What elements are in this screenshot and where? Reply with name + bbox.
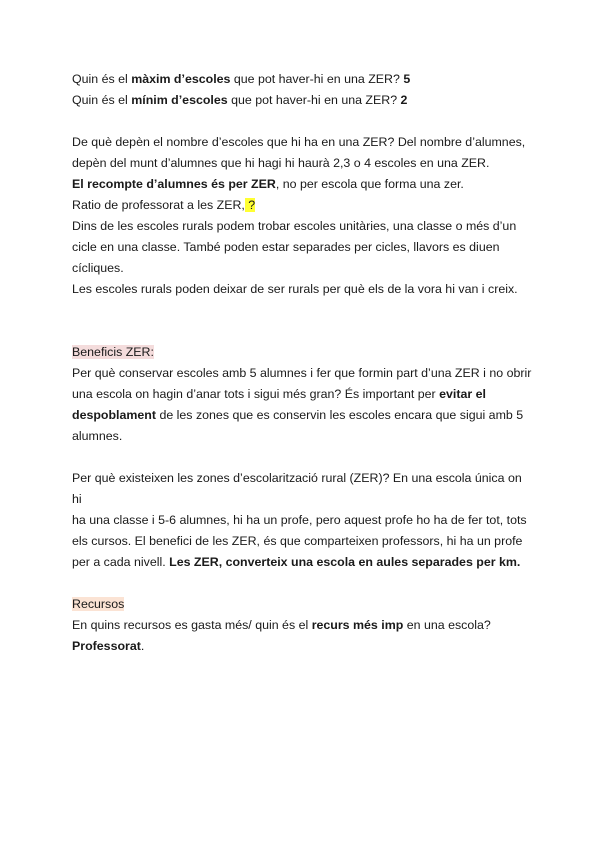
text: que pot haver-hi en una ZER?: [230, 72, 404, 86]
paragraph-line: cicle en una classe. També poden estar separades per cicles, llavors es diuen: [72, 240, 500, 254]
bold-text: despoblament: [72, 408, 156, 422]
paragraph-line: depèn del munt d’alumnes que hi hagi hi haurà 2,3 o 4 escoles en una ZER.: [72, 156, 490, 170]
answer-text: 5: [403, 72, 411, 86]
paragraph-line: els cursos. El benefici de les ZER, és que comparteixen professors, hi ha un profe: [72, 534, 523, 548]
text: , no per escola que forma una zer.: [275, 177, 464, 191]
text: Ratio de professorat a les ZER,: [72, 198, 245, 212]
question-min-schools: [72, 90, 532, 111]
bold-text: evitar el: [439, 387, 486, 401]
text: de les zones que es conservin les escoles encara que sigui amb 5: [156, 408, 524, 422]
bold-text: recurs més imp: [311, 618, 404, 632]
paragraph-line: [72, 552, 532, 573]
paragraph-line: [72, 174, 532, 195]
paragraph-line: De què depèn el nombre d’escoles que hi ha en una ZER? Del nombre d’alumnes,: [72, 135, 526, 149]
paragraph-line: ha una classe i 5-6 alumnes, hi ha un profe, pero aquest profe ho ha de fer tot, tots: [72, 513, 527, 527]
text: .: [140, 639, 145, 653]
paragraph-line: [72, 195, 532, 216]
paragraph-line: cícliques.: [72, 261, 124, 275]
text: en una escola?: [403, 618, 491, 632]
bold-text: Les ZER, converteix una escola en aules separades per km.: [169, 555, 521, 569]
paragraph-line: Les escoles rurals poden deixar de ser rurals per què els de la vora hi van i creix.: [72, 282, 518, 296]
bold-text: Professorat: [72, 639, 141, 653]
text: En quins recursos es gasta més/ quin és el: [72, 618, 312, 632]
text: per a cada nivell.: [72, 555, 170, 569]
paragraph-line: [72, 405, 532, 426]
paragraph-line: Per què conservar escoles amb 5 alumnes i fer que formin part d’una ZER i no obrir: [72, 366, 532, 380]
text: que pot haver-hi en una ZER?: [227, 93, 401, 107]
answer-text: 2: [400, 93, 408, 107]
bold-text: El recompte d’alumnes és per ZER: [72, 177, 276, 191]
section-heading-beneficis: [72, 342, 532, 363]
paragraph-line: [72, 615, 532, 636]
bold-text: màxim d’escoles: [131, 72, 231, 86]
paragraph-line: Dins de les escoles rurals podem trobar escoles unitàries, una classe o més d’un: [72, 219, 517, 233]
heading-text: Recursos: [72, 597, 125, 611]
paragraph-line: alumnes.: [72, 429, 123, 443]
text: una escola on hagin d’anar tots i sigui més gran? És important per: [72, 387, 440, 401]
paragraph-line: [72, 636, 532, 657]
paragraph-line: Per què existeixen les zones d’escolarització rural (ZER)? En una escola única on hi: [72, 471, 522, 506]
text: Quin és el: [72, 93, 132, 107]
question-max-schools: [72, 69, 532, 90]
highlighted-text: ?: [244, 198, 256, 212]
section-heading-recursos: [72, 594, 532, 615]
document-body: [72, 69, 532, 657]
text: Quin és el: [72, 72, 132, 86]
heading-text: Beneficis ZER:: [72, 345, 154, 359]
bold-text: mínim d’escoles: [131, 93, 228, 107]
paragraph-line: [72, 384, 532, 405]
